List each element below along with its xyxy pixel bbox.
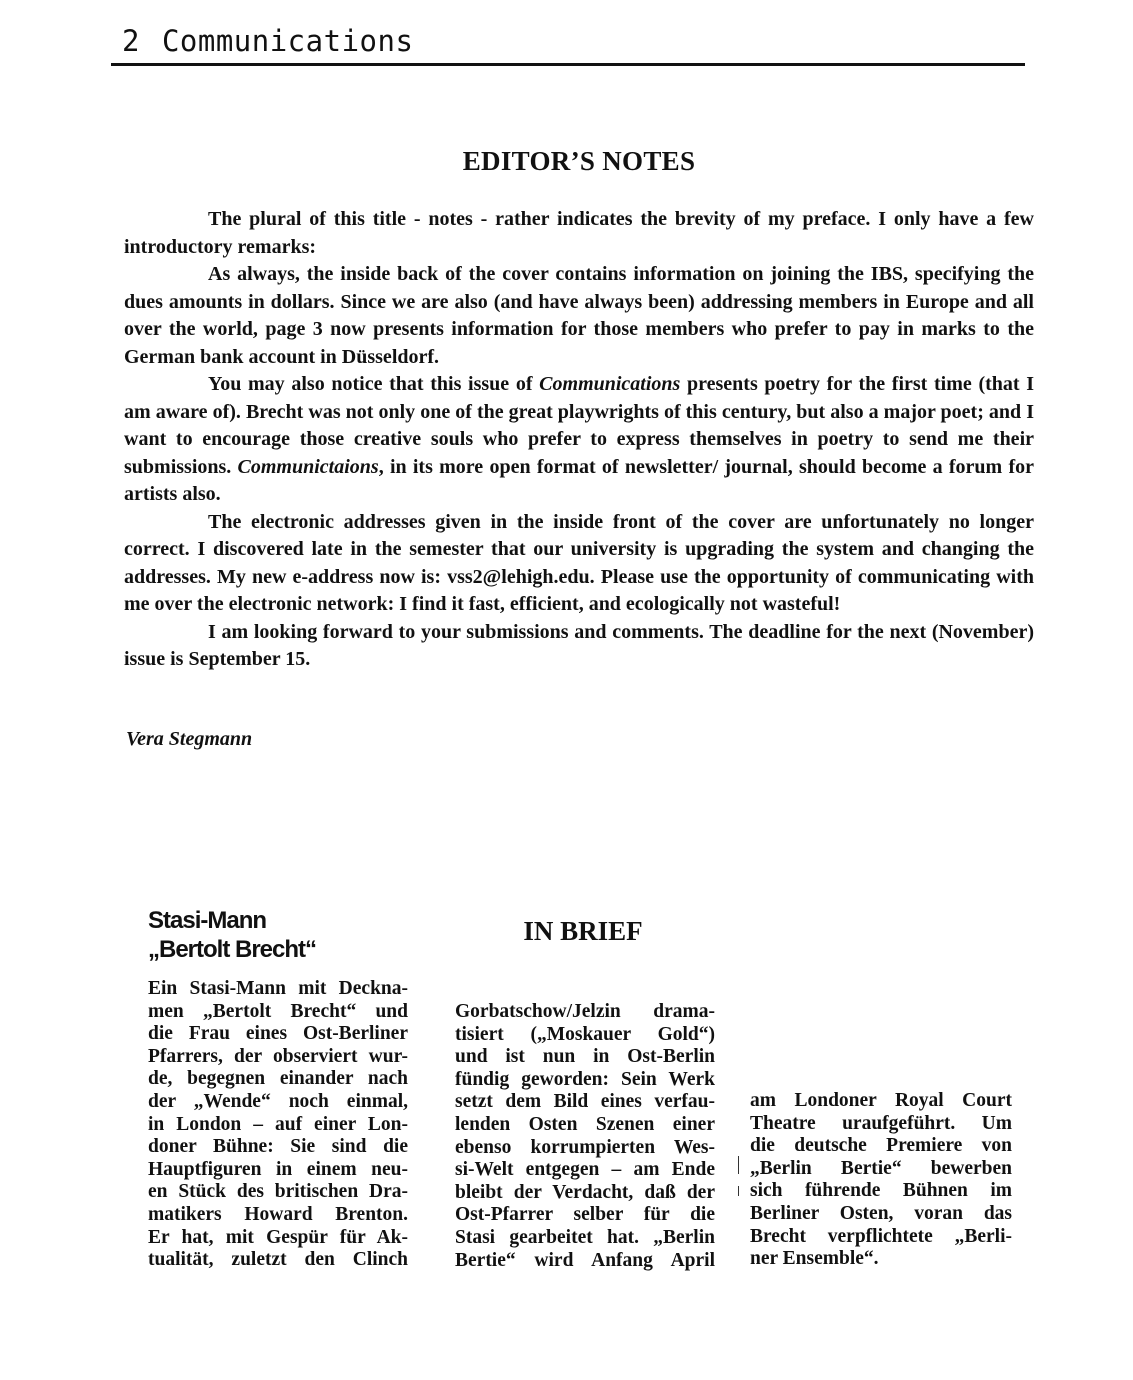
article-column-1 (148, 978, 408, 1272)
column-line: „Berlin Bertie“ bewerben (750, 1157, 1012, 1179)
editors-paragraph: As always, the inside back of the cover contains information on joining the IBS, specifying the dues amounts in dollars. Since we are also (and have always been) addressing members in Europe and all over the world, page 3 now presents information for those members who prefer to pay in marks to the German bank account in Düsseldorf. (124, 263, 1034, 368)
running-title: Communications (161, 24, 414, 58)
column-line: bleibt der Verdacht, daß der (455, 1181, 715, 1203)
column-line: ebenso korrumpierten Wes- (455, 1136, 715, 1158)
column-line: lenden Osten Szenen einer (455, 1113, 715, 1135)
page-number: 2 (122, 24, 140, 58)
column-line: Bertie“ wird Anfang April (455, 1249, 715, 1271)
editors-paragraph-poetry (124, 371, 1034, 509)
header-rule (111, 63, 1025, 66)
column-line: am Londoner Royal Court (750, 1090, 1012, 1111)
editors-paragraph: I am looking forward to your submissions and comments. The deadline for the next (November) issue is September 15. (124, 620, 1034, 670)
running-header (122, 24, 1025, 58)
column-line: ner Ensemble“. (750, 1248, 879, 1270)
column-line: tisiert („Moskauer Gold“) (455, 1023, 715, 1045)
headline-line: „Bertolt Brecht“ (148, 936, 317, 963)
column-line: Berliner Osten, voran das (750, 1202, 1012, 1224)
column-line: setzt dem Bild eines verfau- (455, 1091, 715, 1113)
journal-title-italic-misspelled: Communictaions (237, 455, 379, 478)
column-line: si-Welt entgegen – am Ende (455, 1159, 715, 1181)
article-column-3 (750, 1090, 1012, 1271)
margin-mark (738, 1186, 739, 1196)
column-line: de, begegnen einander nach (148, 1068, 408, 1090)
column-line: Stasi gearbeitet hat. „Berlin (455, 1226, 715, 1248)
column-line: Brecht verpflichtete „Berli- (750, 1225, 1012, 1247)
poetry-text-2: presents poetry for the first time (that I am aware of). Brecht was not only one of the great playwrights of this century, but also a major poet; and I want to encourage those creative souls who prefer to express themselves in poetry to send me their submissions. (124, 373, 1034, 478)
column-line: Hauptfiguren in einem neu- (148, 1158, 408, 1180)
column-line: und ist nun in Ost-Berlin (455, 1046, 715, 1068)
column-line: in London – auf einer Lon- (148, 1113, 408, 1135)
editors-notes-body (124, 206, 1034, 674)
column-line: matikers Howard Brenton. (148, 1203, 408, 1225)
margin-mark (738, 1156, 739, 1174)
column-line: die Frau eines Ost-Berliner (148, 1023, 408, 1045)
column-line: Pfarrers, der observiert wur- (148, 1045, 408, 1067)
column-line: Gorbatschow/Jelzin drama- (455, 1001, 715, 1022)
column-line: doner Bühne: Sie sind die (148, 1136, 408, 1158)
article-headline (148, 906, 428, 964)
column-line: die deutsche Premiere von (750, 1135, 1012, 1157)
poetry-text-1: You may also notice that this issue of (208, 373, 540, 395)
column-line: men „Bertolt Brecht“ und (148, 1000, 408, 1022)
column-line: en Stück des britischen Dra- (148, 1181, 408, 1203)
in-brief-title: IN BRIEF (523, 916, 643, 946)
column-line: Er hat, mit Gespür für Ak- (148, 1226, 408, 1248)
editors-notes-title: EDITOR’S NOTES (462, 146, 696, 176)
column-line: Ost-Pfarrer selber für die (455, 1204, 715, 1226)
editor-signature: Vera Stegmann (126, 728, 253, 750)
editors-paragraph: The plural of this title - notes - rather indicates the brevity of my preface. I only have a few introductory remarks: (124, 208, 1034, 258)
article-column-2 (455, 1001, 715, 1272)
column-line: sich führende Bühnen im (750, 1180, 1012, 1202)
column-line: Ein Stasi-Mann mit Deckna- (148, 978, 408, 999)
column-line: fündig geworden: Sein Werk (455, 1068, 715, 1090)
poetry-text-3: , in its more open format of newsletter/ journal, should become a forum for artists also. (124, 455, 1034, 505)
column-line: Theatre uraufgeführt. Um (750, 1112, 1012, 1134)
headline-line: Stasi-Mann (148, 907, 267, 934)
column-line: der „Wende“ noch einmal, (148, 1090, 408, 1112)
journal-title-italic: Communications (539, 373, 681, 395)
column-line: tualität, zuletzt den Clinch (148, 1249, 408, 1271)
editors-paragraph: The electronic addresses given in the inside front of the cover are unfortunately no longer correct. I discovered late in the semester that our university is upgrading the system and changing the addresses. My new e-address now is: vss2@lehigh.edu. Please use the opportunity of communicating with me over the electronic network: I find it fast, efficient, and ecologically not wasteful! (124, 510, 1034, 615)
